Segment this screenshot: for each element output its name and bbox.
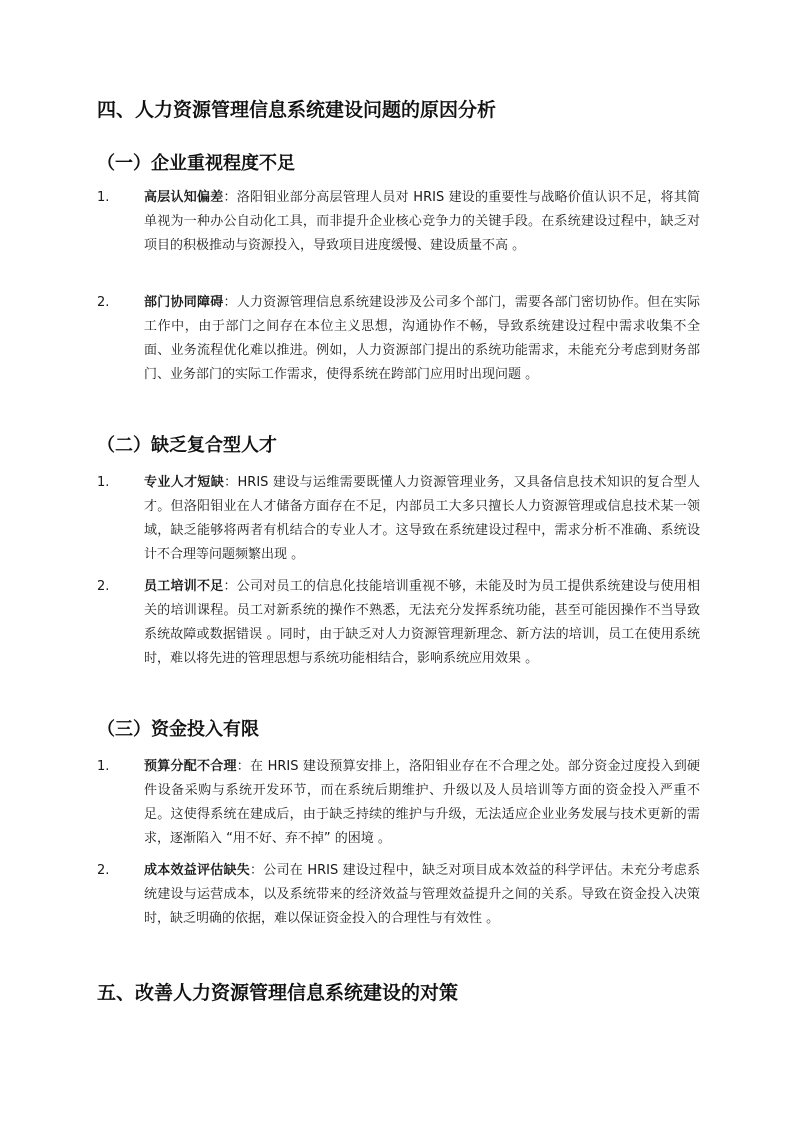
section-5-heading: 五、改善人力资源管理信息系统建设的对策	[97, 982, 459, 1004]
term-colon: ：	[223, 295, 237, 310]
term-colon: ：	[249, 863, 264, 878]
term-label: 预算分配不合理	[144, 759, 237, 774]
list-paragraph	[144, 471, 700, 567]
term-label: 部门协同障碍	[144, 295, 224, 310]
subsection-1-heading: （一）企业重视程度不足	[97, 153, 295, 174]
list-paragraph	[144, 291, 700, 387]
term-colon: ：	[236, 759, 250, 774]
paragraph-text: 公司对员工的信息化技能培训重视不够，未能及时为员工提供系统建设与使用相关的培训课程。员工对新系统的操作不熟悉，无法充分发挥系统功能，甚至可能因操作不当导致系统故障或数据错误 。同时，由于缺乏对人力资源管理新理念、新方法的培训，员工在使用系统时，难以将先进的管理思想与系统功能相结合，影响系统应用效果 。	[144, 579, 700, 666]
term-colon: ：	[223, 190, 237, 205]
term-colon: ：	[223, 579, 237, 594]
term-label: 高层认知偏差	[144, 190, 224, 205]
section-4-heading: 四、人力资源管理信息系统建设问题的原因分析	[97, 99, 497, 121]
term-colon: ：	[224, 475, 238, 490]
list-number: 2.	[97, 863, 110, 878]
term-label: 员工培训不足	[144, 579, 224, 594]
list-paragraph	[144, 755, 700, 851]
paragraph-text: HRIS 建设与运维需要既懂人力资源管理业务，又具备信息技术知识的复合型人才。但洛阳钼业在人才储备方面存在不足，内部员工大多只擅长人力资源管理或信息技术某一领域，缺乏能够将两者有机结合的专业人才。这导致在系统建设过程中，需求分析不准确、系统设计不合理等问题频繁出现 。	[144, 475, 700, 562]
paragraph-text: 洛阳钼业部分高层管理人员对 HRIS 建设的重要性与战略价值认识不足，将其简单视为一种办公自动化工具，而非提升企业核心竞争力的关键手段。在系统建设过程中，缺乏对项目的积极推动与资源投入，导致项目进度缓慢、建设质量不高 。	[144, 190, 700, 253]
subsection-3-heading: （三）资金投入有限	[97, 719, 259, 740]
paragraph-text: 人力资源管理信息系统建设涉及公司多个部门，需要各部门密切协作。但在实际工作中，由于部门之间存在本位主义思想，沟通协作不畅，导致系统建设过程中需求收集不全面、业务流程优化难以推进。例如，人力资源部门提出的系统功能需求，未能充分考虑到财务部门、业务部门的实际工作需求，使得系统在跨部门应用时出现问题 。	[144, 295, 700, 382]
paragraph-text: 公司在 HRIS 建设过程中，缺乏对项目成本效益的科学评估。未充分考虑系统建设与运营成本，以及系统带来的经济效益与管理效益提升之间的关系。导致在资金投入决策时，缺乏明确的依据，难以保证资金投入的合理性与有效性 。	[144, 863, 700, 926]
list-number: 1.	[97, 759, 110, 774]
list-number: 2.	[97, 579, 110, 594]
list-paragraph	[144, 859, 700, 931]
list-number: 2.	[97, 295, 110, 310]
list-number: 1.	[97, 190, 110, 205]
list-number: 1.	[97, 475, 110, 490]
subsection-2-heading: （二）缺乏复合型人才	[97, 435, 277, 456]
paragraph-text: 在 HRIS 建设预算安排上，洛阳钼业存在不合理之处。部分资金过度投入到硬件设备采购与系统开发环节，而在系统后期维护、升级以及人员培训等方面的资金投入严重不足。这使得系统在建成后，由于缺乏持续的维护与升级，无法适应企业业务发展与技术更新的需求，逐渐陷入 “用不好、弃不掉” 的困境 。	[144, 759, 700, 846]
list-paragraph	[144, 575, 700, 671]
list-paragraph	[144, 186, 700, 258]
term-label: 专业人才短缺	[144, 475, 225, 490]
term-label: 成本效益评估缺失	[144, 863, 250, 878]
